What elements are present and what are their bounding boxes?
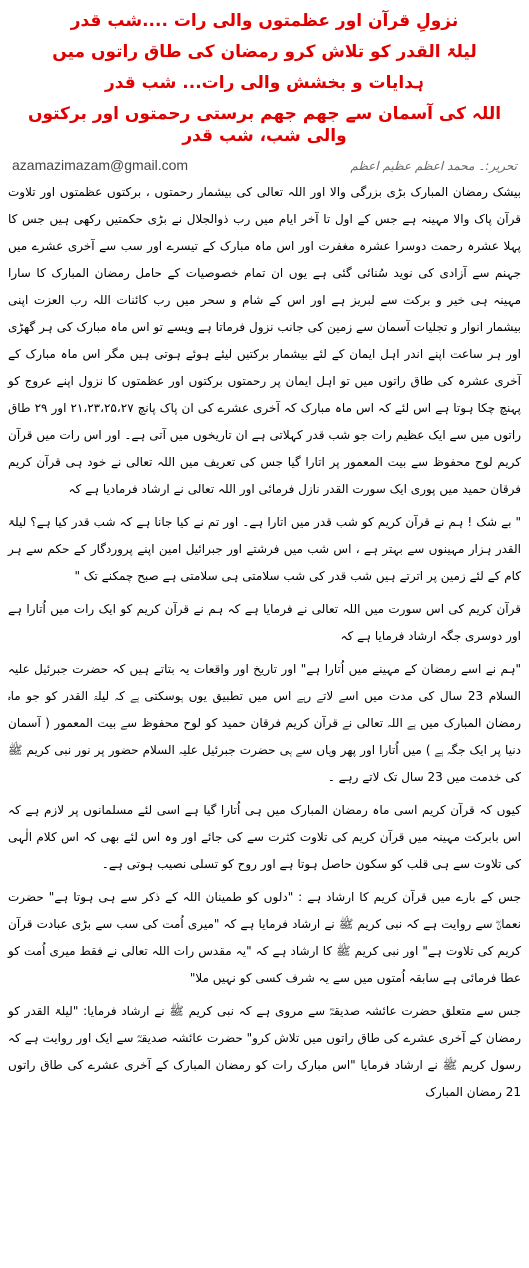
paragraph-quote-surah-qadr: " بے شک ! ہم نے قرآن کریم کو شب قدر میں اتارا ہے۔ اور تم نے کیا جانا ہے کہ شب قدر کیا ہے؟ لیلۃ القدر ہزار مہینوں سے بہتر ہے ، اس شب میں فرشتے اور جبرائیل امین اپنے پروردگار کے حکم سے ہر کام کے لئے زمین پر اترتے ہیں شب قدر کی شب سلامتی ہی سلامتی ہے صبح چمکنے تک "	[8, 515, 521, 583]
paragraph-hadith-aisha: جس سے متعلق حضرت عائشہ صدیقہؓ سے مروی ہے کہ نبی کریم ﷺ نے ارشاد فرمایا: "لیلۃ القدر کو رمضان کے آخری عشرے کی طاق راتوں میں تلاش کرو" حضرت عائشہ صدیقہؓ سے ایک اور روایت ہے کہ رسول کریم ﷺ نے ارشاد فرمایا "اس مبارک رات کو رمضان المبارک کے آخری عشرے کی طاق راتوں 21 رمضان المبارک	[8, 1004, 521, 1099]
byline	[8, 157, 521, 175]
headline-2: لیلۃ القدر کو تلاش کرو رمضان کی طاق راتوں میں	[52, 42, 477, 62]
article-page	[0, 10, 529, 1268]
headline-3: ہدایات و بخشش والی رات... شب قدر	[105, 73, 424, 93]
paragraph-revelation: قرآن کریم کی اس سورت میں اللہ تعالی نے فرمایا ہے کہ ہم نے قرآن کریم کو ایک رات میں اُتارا ہے اور دوسری جگہ ارشاد فرمایا ہے کہ	[8, 602, 521, 643]
paragraph-recitation: کیوں کہ قرآن کریم اسی ماہ رمضان المبارک میں ہی اُتارا گیا ہے اسی لئے مسلمانوں پر لازم ہے کہ اس بابرکت مہینہ میں قرآن کریم کی تلاوت کثرت سے کی جائے اور وہ اس لئے بھی کہ اس کلام الٰہی کی تلاوت سے ہی قلب کو سکون حاصل ہوتا ہے اور روح کو تسلی نصیب ہوتی ہے۔	[8, 803, 521, 871]
author-email: azamazimazam@gmail.com	[12, 157, 189, 173]
author-name: تحریر:۔ محمد اعظم عظیم اعظم	[350, 159, 517, 173]
headline-1: نزولِ قرآن اور عظمتوں والی رات ....شب قدر	[70, 11, 459, 31]
paragraph-ramadan-descent: "ہم نے اسے رمضان کے مہینے میں اُتارا ہے" اور تاریخ اور واقعات یہ بتاتے ہیں کہ حضرت جبرئیل علیہ السلام 23 سال کی مدت میں اسے لاتے رہے اس میں تطبیق یوں ہوسکتی ہے کہ لیلۃ القدر کو جو ماہ رمضان المبارک میں ہے اللہ تعالی نے قرآن کریم فرقان حمید کو لوح محفوظ سے بیت المعمور ( آسمان دنیا پر ایک جگہ ہے ) میں اُتارا اور پھر وہاں سے ہی حضرت جبرئیل علیہ السلام حضور پر نور نبی کریم ﷺ کی خدمت میں 23 سال تک لاتے رہے ۔	[8, 662, 521, 784]
headline-4: اللہ کی آسمان سے جھم جھم برستی رحمتوں اور برکتوں والی شب، شب قدر	[27, 104, 502, 146]
paragraph-hadith-recitation: جس کے بارے میں قرآن کریم کا ارشاد ہے : "دلوں کو طمینان اللہ کے ذکر سے ہی ہوتا ہے" حضرت نعمانؓ سے روایت ہے کہ نبی کریم ﷺ نے ارشاد فرمایا ہے کہ "میری اُمت کی سب سے بڑی عبادت قرآن کریم کی تلاوت ہے" اور نبی کریم ﷺ کا ارشاد ہے کہ "یہ مقدس رات اللہ تعالی نے فقط میری اُمت کو عطا فرمائی ہے سابقہ اُمتوں میں سے یہ شرف کسی کو نہیں ملا"	[8, 890, 521, 985]
paragraph-intro: بیشک رمضان المبارک بڑی بزرگی والا اور اللہ تعالی کی بیشمار رحمتوں ، برکتوں عظمتوں اور تلاوت قرآن پاک والا مہینہ ہے جس کے اول تا آخر ایام میں رب ذوالجلال نے بڑی حکمتیں رکھی ہیں جس کا پہلا عشرہ رحمت دوسرا عشرہ مغفرت اور اس ماہ مبارک کے تیسرے اور سب سے آخری عشرے میں جہنم سے آزادی کی نوید سُنائی گئی ہے یوں ان تمام خصوصیات کے حامل رمضان المبارک کا سارا مہینہ ہی خیر و برکت سے لبریز ہے اور اس کے شام و سحر میں رب کائنات اللہ رب العزت اپنی بیشمار انوار و تجلیات آسمان سے زمین کی جانب نزول فرماتا ہے ویسے تو اس ماہ مبارک کی ہر گھڑی اور ہر ساعت اپنے اندر اہل ایمان کے لئے بیشمار برکتیں لیئے ہوئے ہوتی ہیں مگر اس ماہ مبارک کے آخری عشرہ کی طاق راتوں میں تو اہل ایمان پر رحمتوں برکتوں اور عظمتوں کا نزول اپنے عروج کو پہنچ چکا ہوتا ہے اس لئے کہ اس ماہ مبارک کہ آخری عشرے کی ان پاک پانچ ۲۱،۲۳،۲۵،۲۷ اور ۲۹ طاق راتوں میں سے ایک عظیم رات جو شب قدر کہلاتی ہے ان تاریخوں میں آتی ہے۔ اور اس رات میں قرآن کریم لوح محفوظ سے بیت المعمور پر اتارا گیا جس کی تعریف میں اللہ تعالی نے خود ہی قرآن کریم فرقان حمید میں پوری ایک سورت القدر نازل فرمائی اور اللہ تعالی نے ارشاد فرمادیا ہے کہ	[8, 185, 522, 496]
